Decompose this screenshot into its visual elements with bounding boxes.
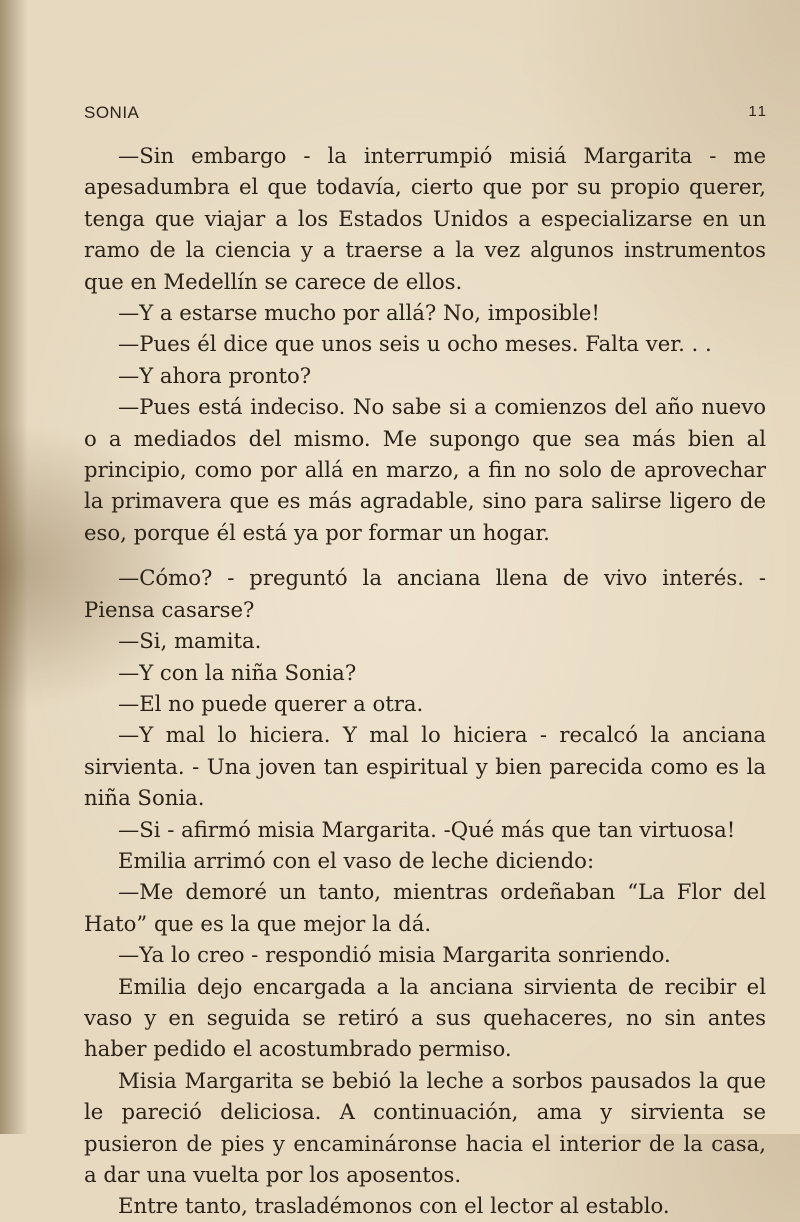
running-header [84, 103, 768, 127]
paragraph: —Me demoré un tanto, mientras ordeñaban “La Flor del Hato” que es la que mejor la dá. [84, 879, 766, 936]
page-gutter-shadow [0, 0, 28, 1134]
paragraph: —Ya lo creo - respondió misia Margarita sonriendo. [118, 942, 671, 968]
paragraph: Emilia dejo encargada a la anciana sirvienta de recibir el vaso y en seguida se retiró a sus quehaceres, no sin antes haber pedido el acostumbrado permiso. [84, 973, 766, 1062]
paragraph: Entre tanto, trasladémonos con el lector al establo. [118, 1193, 670, 1219]
paragraph: —Si - afirmó misia Margarita. -Qué más que tan virtuosa! [118, 816, 736, 842]
paragraph: —Pues está indeciso. No sabe si a comienzos del año nuevo o a mediados del mismo. Me supongo que sea más bien al principio, como por allá en marzo, a fin no solo de aprovechar la primavera que es más agradable, sino para salirse ligero de eso, porque él está ya por formar un hogar. [84, 394, 766, 545]
paragraph: —Pues él dice que unos seis u ocho meses. Falta ver. . . [118, 331, 712, 357]
paragraph: —Si, mamita. [118, 628, 262, 654]
paragraph: —Y a estarse mucho por allá? No, imposible! [118, 300, 600, 326]
paragraph: Misia Margarita se bebió la leche a sorbos pausados la que le pareció deliciosa. A continuación, ama y sirvienta se pusieron de pies y encamináronse hacia el interior de la casa, a dar una vuelta por los aposentos. [84, 1067, 766, 1187]
paragraph: —Y mal lo hiciera. Y mal lo hiciera - recalcó la anciana sirvienta. - Una joven tan espiritual y bien parecida como es la niña Sonia. [84, 722, 766, 811]
body-text [84, 140, 766, 1222]
paragraph: —Sin embargo - la interrumpió misiá Margarita - me apesadumbra el que todavía, cierto que por su propio querer, tenga que viajar a los Estados Unidos a especializarse en un ramo de la ciencia y a traerse a la vez algunos instrumentos que en Medellín se carece de ellos. [84, 143, 766, 294]
paragraph: Emilia arrimó con el vaso de leche diciendo: [118, 847, 595, 873]
paragraph: —Y con la niña Sonia? [118, 659, 357, 685]
paragraph: —Y ahora pronto? [118, 362, 312, 388]
paragraph: —El no puede querer a otra. [118, 690, 424, 716]
running-title: SONIA [84, 103, 140, 122]
paragraph: —Cómo? - preguntó la anciana llena de vivo interés. - Piensa casarse? [84, 565, 766, 622]
page-number: 11 [748, 103, 768, 120]
